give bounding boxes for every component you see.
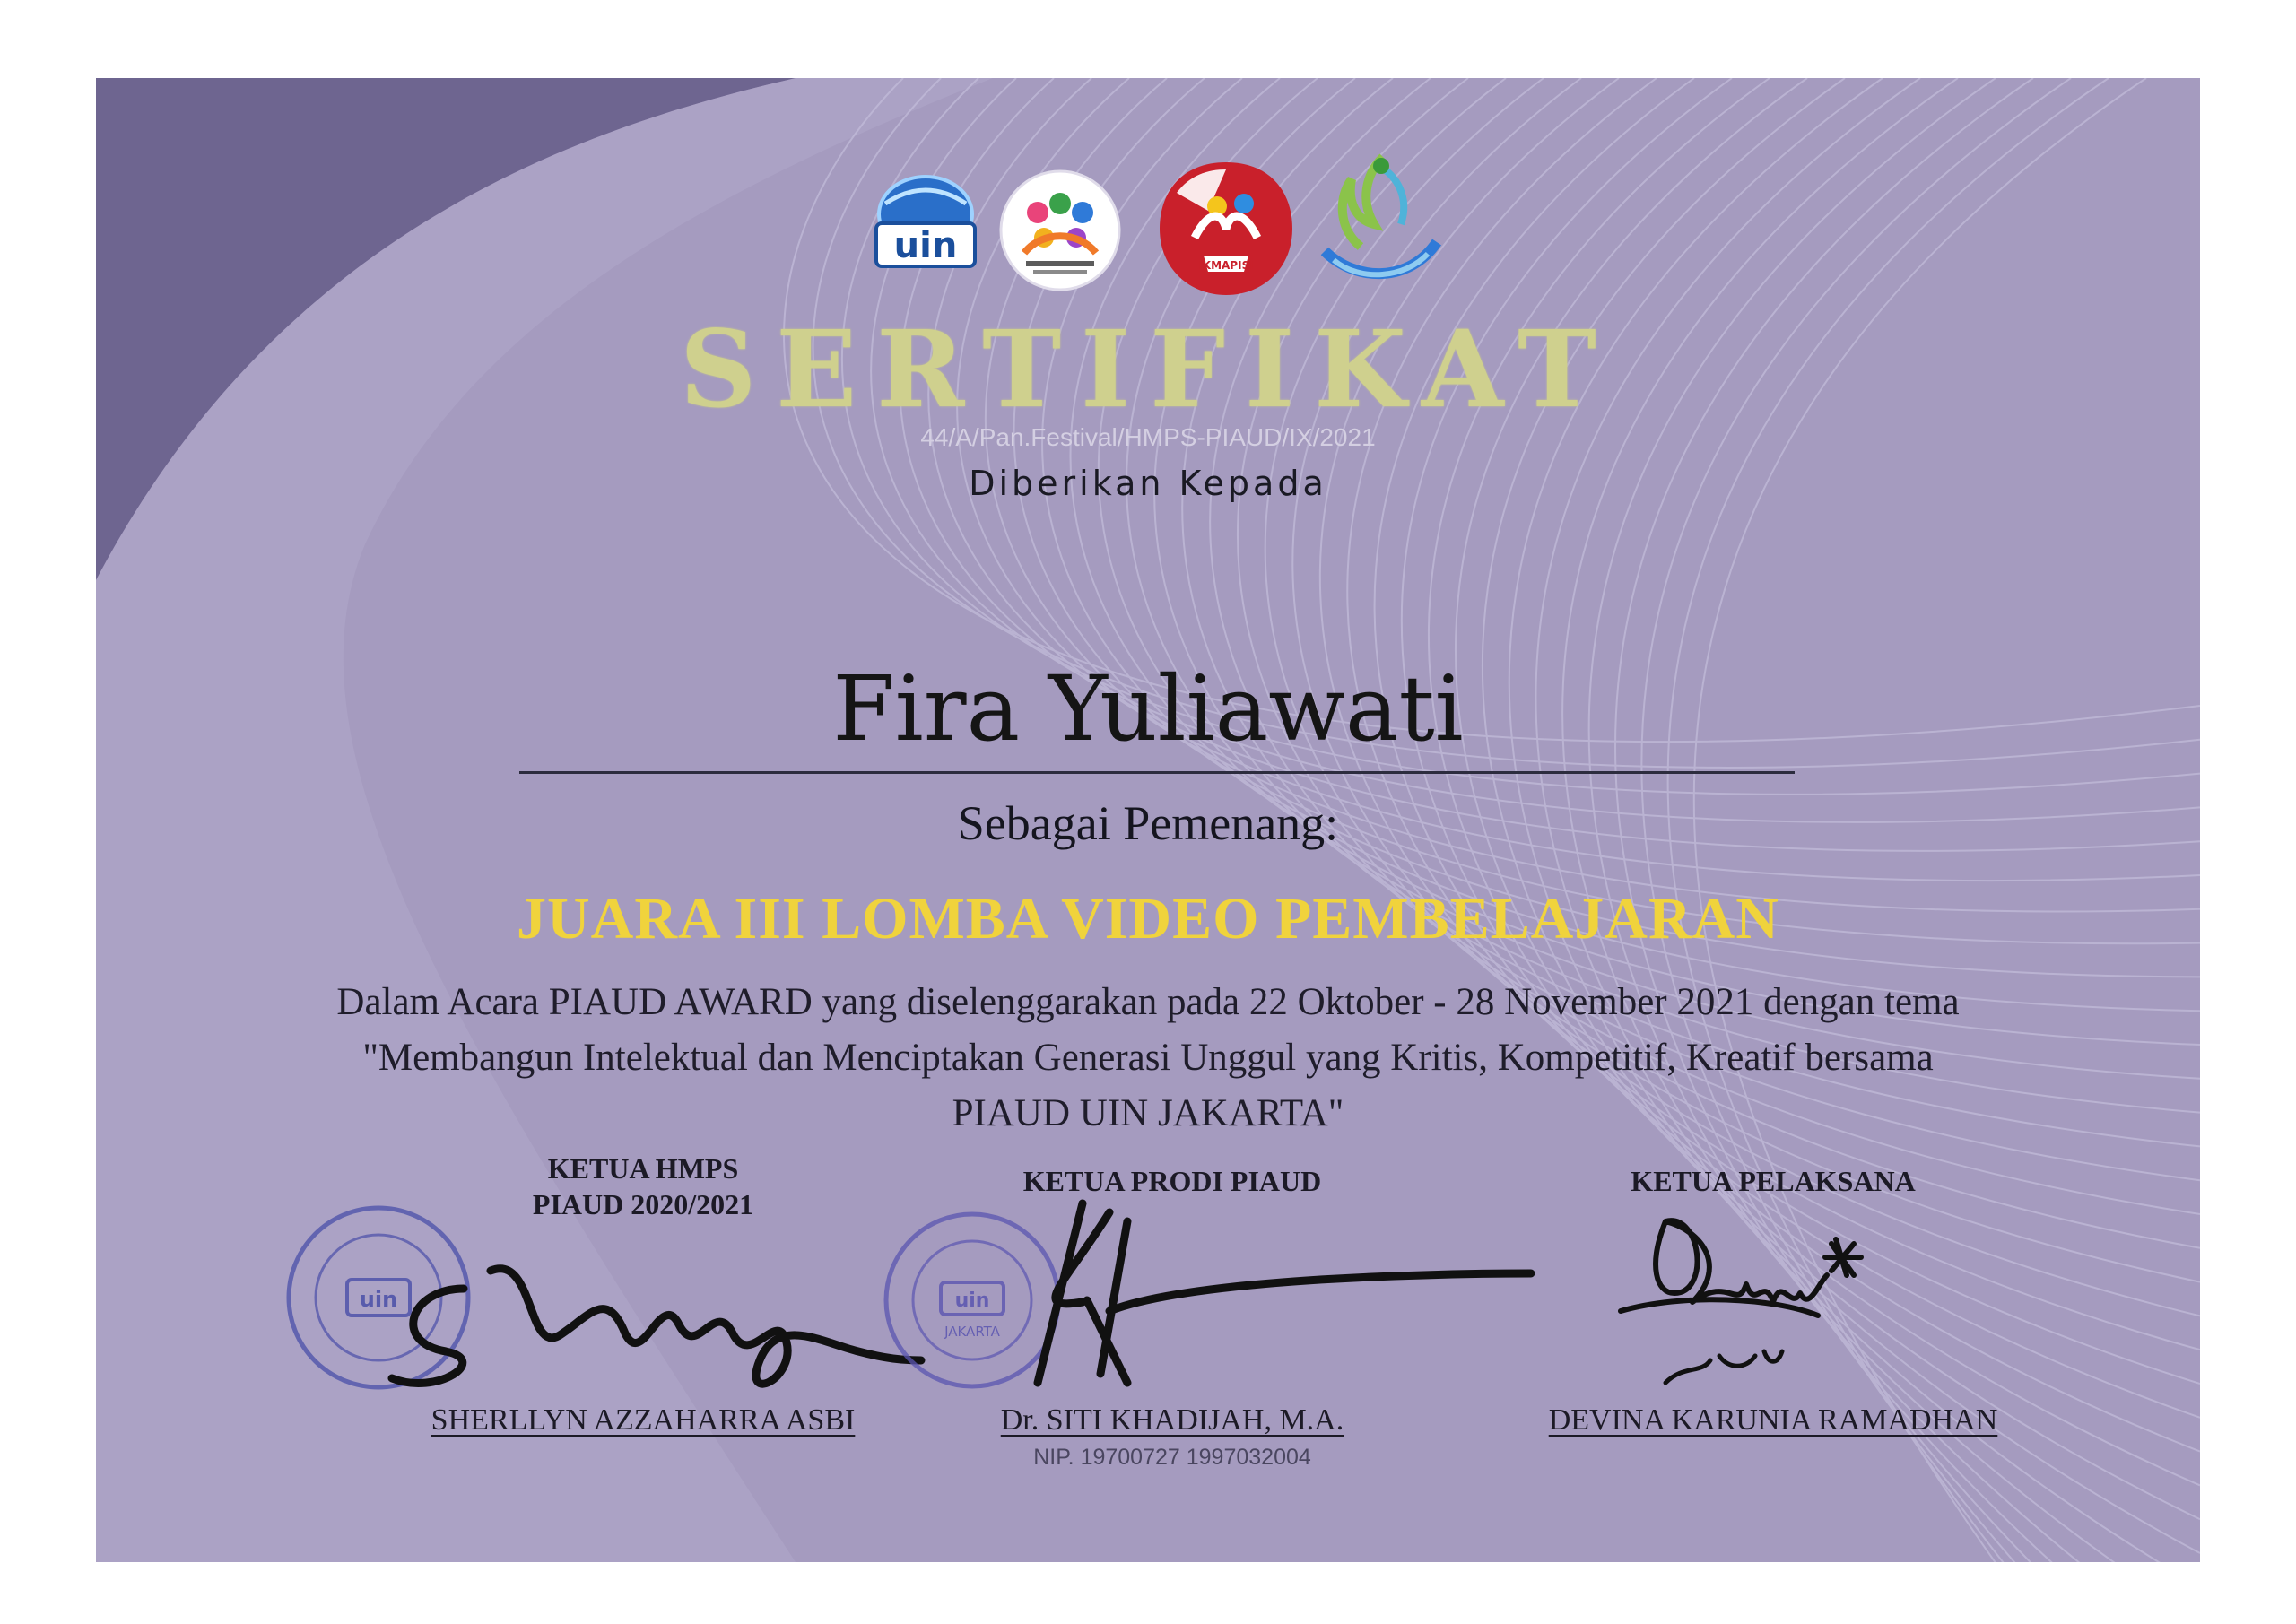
svg-text:JAKARTA: JAKARTA	[944, 1324, 1000, 1340]
signatory-role	[1531, 1163, 2015, 1199]
award-title: JUARA III LOMBA VIDEO PEMBELAJARAN	[517, 886, 1779, 951]
certificate-number: 44/A/Pan.Festival/HMPS-PIAUD/IX/2021	[920, 423, 1376, 451]
piaud-logo	[1311, 148, 1446, 291]
recipient-name: Fira Yuliawati	[832, 656, 1464, 761]
svg-text:uin: uin	[359, 1287, 398, 1312]
signatory-role-line: KETUA PELAKSANA	[1631, 1165, 1916, 1197]
signatory-role-line: PIAUD 2020/2021	[532, 1188, 754, 1220]
as-winner-label: Sebagai Pemenang:	[957, 796, 1339, 850]
uin-logo	[867, 168, 984, 275]
event-description-line: "Membangun Intelektual dan Menciptakan Generasi Unggul yang Kritis, Kompetitif, Kreatif bersama	[362, 1037, 1934, 1079]
signatory-name: DEVINA KARUNIA RAMADHAN	[1548, 1403, 1998, 1437]
name-underline	[519, 771, 1795, 774]
signature-devina	[1612, 1203, 1952, 1401]
signatory-role-line: KETUA PRODI PIAUD	[1022, 1165, 1322, 1197]
ikmapisi-logo	[1154, 157, 1298, 300]
svg-text:uin: uin	[893, 225, 958, 266]
svg-text:uin: uin	[954, 1290, 990, 1312]
event-description-line: Dalam Acara PIAUD AWARD yang diselenggarakan pada 22 Oktober - 28 November 2021 dengan tema	[336, 981, 1960, 1023]
signatory-role-line: KETUA HMPS	[547, 1152, 739, 1185]
svg-text:IKMAPISI: IKMAPISI	[1198, 259, 1254, 272]
event-description-line: PIAUD UIN JAKARTA"	[952, 1092, 1344, 1134]
signature-siti-khadijah	[975, 1194, 1549, 1401]
given-to-label: Diberikan Kepada	[969, 464, 1327, 503]
certificate	[96, 78, 2200, 1562]
signatory-name: Dr. SITI KHADIJAH, M.A.	[1000, 1403, 1344, 1437]
signatory-role	[957, 1163, 1387, 1199]
signatory-nip: NIP. 19700727 1997032004	[1033, 1445, 1311, 1470]
hmps-piaud-logo	[997, 168, 1123, 293]
signatory-name: SHERLLYN AZZAHARRA ASBI	[430, 1403, 856, 1437]
signature-sherllyn	[356, 1235, 930, 1414]
certificate-title: SERTIFIKAT	[680, 307, 1616, 431]
